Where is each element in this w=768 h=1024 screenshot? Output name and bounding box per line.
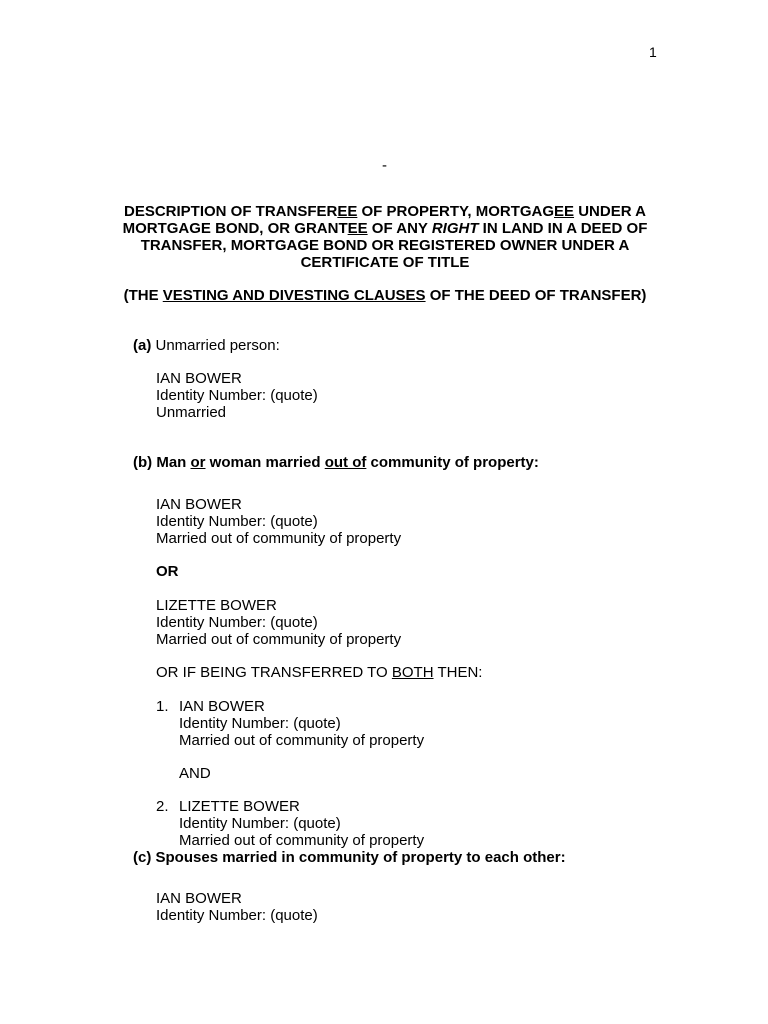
separator-dash: -	[382, 157, 387, 174]
and-separator: AND	[179, 765, 211, 782]
both-instruction: OR IF BEING TRANSFERRED TO BOTH THEN:	[156, 664, 483, 681]
list-number-2: 2.	[156, 798, 169, 815]
section-a-title: (a) Unmarried person:	[133, 337, 280, 354]
or-separator: OR	[156, 563, 179, 580]
person-id: Identity Number: (quote)	[179, 715, 341, 732]
person-name: IAN BOWER	[179, 698, 265, 715]
person-name: IAN BOWER	[156, 890, 242, 907]
document-heading: DESCRIPTION OF TRANSFEREE OF PROPERTY, MORTGAGEE UNDER A MORTGAGE BOND, OR GRANTEE OF ANY RIGHT IN LAND IN A DEED OF TRANSFER, MORTGAGE BOND OR REGISTERED OWNER UNDER A CERTIFICATE OF TITLE	[122, 203, 648, 271]
person-name: LIZETTE BOWER	[156, 597, 277, 614]
section-a-person	[156, 370, 318, 421]
page-number: 1	[649, 44, 657, 60]
person-status: Married out of community of property	[179, 832, 425, 849]
person-status: Married out of community of property	[179, 732, 425, 749]
person-id: Identity Number: (quote)	[156, 907, 318, 924]
person-status: Unmarried	[156, 404, 227, 421]
list-item-2	[179, 798, 424, 849]
section-b-person-2	[156, 597, 401, 648]
person-name: LIZETTE BOWER	[179, 798, 300, 815]
section-b-title: (b) Man or woman married out of community of property:	[133, 454, 539, 471]
list-number-1: 1.	[156, 698, 169, 715]
person-id: Identity Number: (quote)	[156, 387, 318, 404]
document-subheading: (THE VESTING AND DIVESTING CLAUSES OF THE DEED OF TRANSFER)	[123, 287, 647, 304]
person-status: Married out of community of property	[156, 631, 402, 648]
person-id: Identity Number: (quote)	[156, 513, 318, 530]
person-id: Identity Number: (quote)	[156, 614, 318, 631]
section-c-title: (c) Spouses married in community of property to each other:	[133, 849, 566, 866]
section-c-person	[156, 890, 318, 924]
section-b-person-1	[156, 496, 401, 547]
person-name: IAN BOWER	[156, 370, 242, 387]
person-name: IAN BOWER	[156, 496, 242, 513]
person-status: Married out of community of property	[156, 530, 402, 547]
list-item-1	[179, 698, 424, 749]
person-id: Identity Number: (quote)	[179, 815, 341, 832]
